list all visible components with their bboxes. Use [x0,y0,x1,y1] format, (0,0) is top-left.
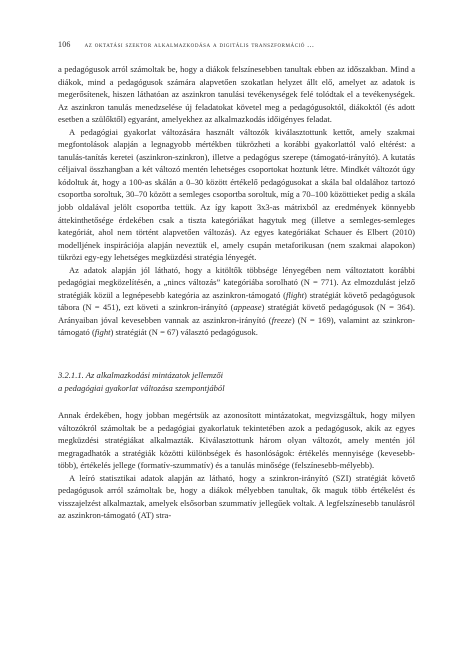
paragraph-3: Az adatok alapján jól látható, hogy a kitöltők többsége lényegében nem változtatott korábbi pedagógiai megközelítésén, a „nincs változás” kategóriába sorolható (N = 771). Az elmozdulást jelző stratégiák közül a legnépesebb kategória az aszinkron-támogató (flight) stratégiát követő pedagógusok tábora (N = 451), ezt követi a szinkron-irányító (appease) stratégiát követő pedagógusok (N = 364). Arányaiban jóval kevesebben vannak az aszinkron-irányító (freeze) (N = 169), valamint az szinkron-támogató (fight) stratégiát (N = 67) választó pedagógusok. [58,264,415,338]
document-page [58,40,415,522]
section-heading-line-1: 3.2.1.1. Az alkalmazkodási mintázatok jellemzői [58,370,224,381]
section-spacer [58,339,415,369]
page-number: 106 [58,40,71,49]
paragraph-5: A leíró statisztikai adatok alapján az látható, hogy a szinkron-irányító (SZI) stratégiát követő pedagógusok arról számoltak be, hogy a diákok mélyebben tanultak, ők maguk több értékelést és visszajelzést alkalmaztak, amelyek elsősorban szummatív jellegűek voltak. A legfelszínesebb tanulásról az aszinkron-támogató (AT) stra- [58,472,415,521]
section-heading [58,369,415,395]
section-heading-line-2: a pedagógiai gyakorlat változása szempontjából [58,383,225,394]
paragraph-4: Annak érdekében, hogy jobban megértsük az azonosított mintázatokat, megvizsgáltuk, hogy milyen változókról számoltak be a pedagógiai gyakorlatuk tekintetében azok a pedagógusok, akik az egyes megküzdési stratégiákat alkalmazták. Kiválasztottunk három olyan változót, amely mentén jól megragadhatók a stratégiák közötti különbségek és hasonlóságok: értékelés mennyisége (kevesebb-több), értékelés jellege (formatív-szummatív) és a tanulás minősége (felszínesebb-mélyebb). [58,410,415,471]
running-header [58,40,415,50]
paragraph-2: A pedagógiai gyakorlat változására használt változók kiválasztottunk kettőt, amely szakmai megfontolások alapján a legnagyobb mértékben tükrözheti a korábbi gyakorlattól való eltérést: a tanulás-tanítás keretei (aszinkron-szinkron), illetve a pedagógus szerepe (támogató-irányító). A kutatás céljaival összhangban a két változó mentén lehetséges csoportokat hoztunk létre. Mindkét változót úgy kódoltuk át, hogy a 100-as skálán a 0–30 között értékelő pedagógusokat a skála bal oldalához tartozó csoportba soroltuk, 30–70 között a semleges csoportba soroltuk, míg a 70–100 közöttieket pedig a skála jobb oldalával jelölt csoportba tettük. Az így kapott 3x3-as mátrixból az eredmények könnyebb áttekinthetősége érdekében csak a tiszta kategóriákat hagytuk meg (illetve a semleges-semleges kategóriát, ahol nem történt alapvetően változás). Az egyes kategóriákat Schauer és Elbert (2010) modelljének inspirációja alapján neveztük el, amely csupán metaforikusan (nem szakmai alapokon) tükrözi egy-egy lehetséges megküzdési stratégia lényegét. [58,126,415,263]
paragraph-1: a pedagógusok arról számoltak be, hogy a diákok felszínesebben tanultak ebben az időszakban. Mind a diákok, mind a pedagógusok számára alapvetően szokatlan helyzet állt elő, amelyet az adatok is megerősítenek, hiszen láthatóan az aszinkron tanulási tevékenységek felé tolódtak el a tevékenységek. Az aszinkron tanulás menedzselése új feladatokat követel meg a pedagógusoktól, diákoktól (és adott esetben a szülőktől) egyaránt, amelyekhez az alkalmazkodás időigényes feladat. [58,64,415,125]
running-title: az oktatási szektor alkalmazkodása a digitális transzformáció ... [84,41,315,49]
